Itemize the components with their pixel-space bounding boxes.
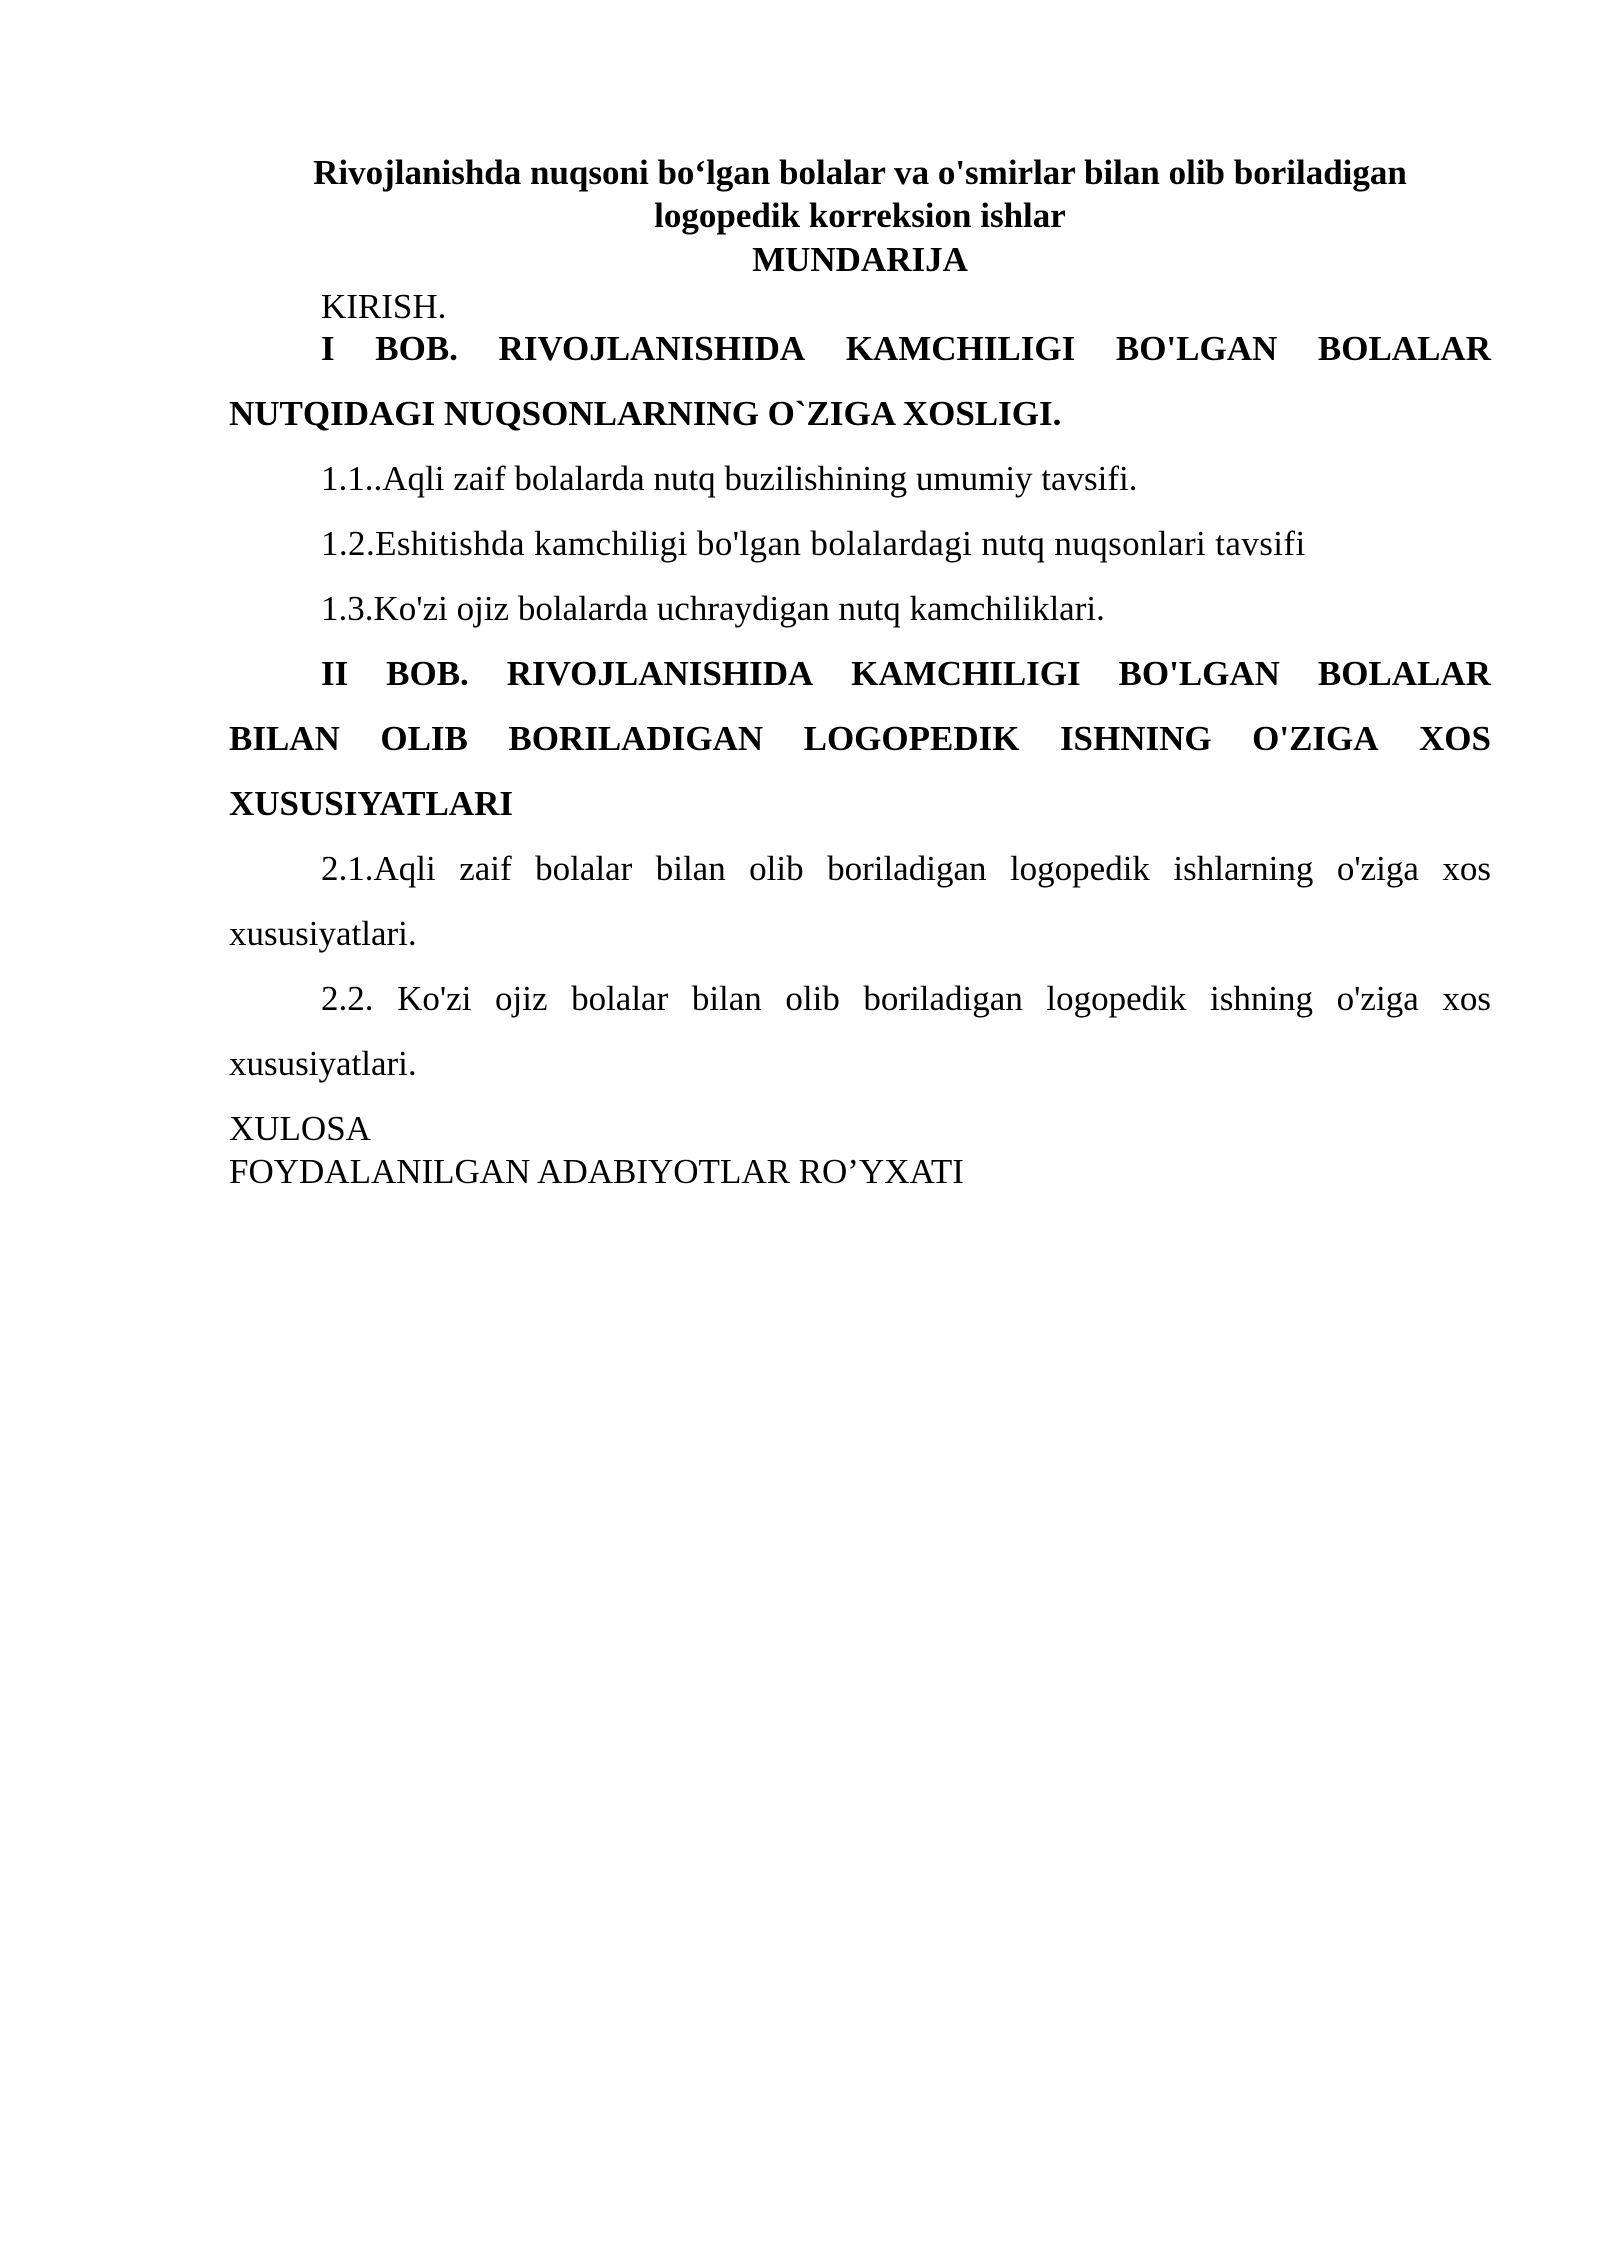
toc-word: LOGOPEDIK bbox=[803, 719, 1020, 758]
toc-section-1-2: 1.2.Eshitishda kamchiligi bo'lgan bolalardagi nutq nuqsonlari tavsifi bbox=[321, 524, 1306, 563]
toc-word: BOB. bbox=[386, 654, 469, 693]
toc-word: zaif bbox=[459, 849, 512, 888]
toc-section-1-1: 1.1..Aqli zaif bolalarda nutq buzilishining umumiy tavsifi. bbox=[321, 459, 1138, 498]
toc-word: logopedik bbox=[1009, 849, 1150, 888]
toc-word: BOLALAR bbox=[1317, 329, 1491, 368]
toc-word: Ko'zi bbox=[397, 979, 472, 1018]
toc-word: KAMCHILIGI bbox=[845, 329, 1076, 368]
toc-word: OLIB bbox=[380, 719, 468, 758]
toc-word: xos bbox=[1442, 979, 1491, 1018]
toc-word: II bbox=[321, 654, 349, 693]
toc-chapter-2-line-2 bbox=[229, 719, 1491, 759]
toc-word: o'ziga bbox=[1336, 979, 1419, 1018]
toc-word: boriladigan bbox=[827, 849, 987, 888]
toc-word: ishning bbox=[1209, 979, 1314, 1018]
toc-word: bilan bbox=[691, 979, 762, 1018]
toc-word: XOS bbox=[1419, 719, 1491, 758]
toc-intro: KIRISH. bbox=[321, 287, 447, 326]
toc-word: olib bbox=[785, 979, 840, 1018]
toc-references: FOYDALANILGAN ADABIYOTLAR RO’YXATI bbox=[229, 1152, 964, 1191]
toc-word: ISHNING bbox=[1059, 719, 1212, 758]
toc-section-1-3: 1.3.Ko'zi ojiz bolalarda uchraydigan nutq kamchiliklari. bbox=[321, 589, 1105, 628]
toc-word: xos bbox=[1442, 849, 1491, 888]
toc-word: logopedik bbox=[1046, 979, 1187, 1018]
toc-word: BO'LGAN bbox=[1118, 654, 1280, 693]
toc-heading: MUNDARIJA bbox=[752, 240, 968, 279]
toc-section-2-2-line-1 bbox=[321, 979, 1491, 1019]
toc-chapter-1-line-2: NUTQIDAGI NUQSONLARNING O`ZIGA XOSLIGI. bbox=[229, 394, 1062, 433]
toc-word: BO'LGAN bbox=[1115, 329, 1278, 368]
toc-word: BORILADIGAN bbox=[508, 719, 764, 758]
toc-section-2-1-line-2: xususiyatlari. bbox=[229, 914, 417, 953]
toc-conclusion: XULOSA bbox=[229, 1109, 371, 1148]
toc-word: RIVOJLANISHIDA bbox=[498, 329, 806, 368]
toc-word: BOB. bbox=[375, 329, 458, 368]
toc-section-2-1-line-1 bbox=[321, 849, 1491, 889]
document-title-line-1: Rivojlanishda nuqsoni bo‘lgan bolalar va o'smirlar bilan olib boriladigan bbox=[313, 153, 1407, 192]
toc-word: 2.1.Aqli bbox=[321, 849, 436, 888]
toc-word: bilan bbox=[655, 849, 726, 888]
toc-word: boriladigan bbox=[863, 979, 1023, 1018]
toc-chapter-2-line-1 bbox=[321, 654, 1491, 694]
toc-chapter-1-line-1 bbox=[321, 329, 1491, 369]
toc-word: O'ZIGA bbox=[1252, 719, 1379, 758]
toc-word: bolalar bbox=[535, 849, 633, 888]
toc-word: ishlarning bbox=[1173, 849, 1314, 888]
toc-word: RIVOJLANISHIDA bbox=[506, 654, 814, 693]
toc-word: BILAN bbox=[229, 719, 340, 758]
toc-word: bolalar bbox=[571, 979, 669, 1018]
toc-word: o'ziga bbox=[1336, 849, 1419, 888]
toc-word: 2.2. bbox=[321, 979, 374, 1018]
toc-word: KAMCHILIGI bbox=[851, 654, 1081, 693]
toc-word: ojiz bbox=[495, 979, 548, 1018]
document-title-line-2: logopedik korreksion ishlar bbox=[654, 196, 1066, 235]
toc-word: olib bbox=[749, 849, 804, 888]
toc-chapter-2-line-3: XUSUSIYATLARI bbox=[229, 784, 513, 823]
toc-section-2-2-line-2: xususiyatlari. bbox=[229, 1044, 417, 1083]
toc-word: I bbox=[321, 329, 335, 368]
toc-word: BOLALAR bbox=[1317, 654, 1491, 693]
